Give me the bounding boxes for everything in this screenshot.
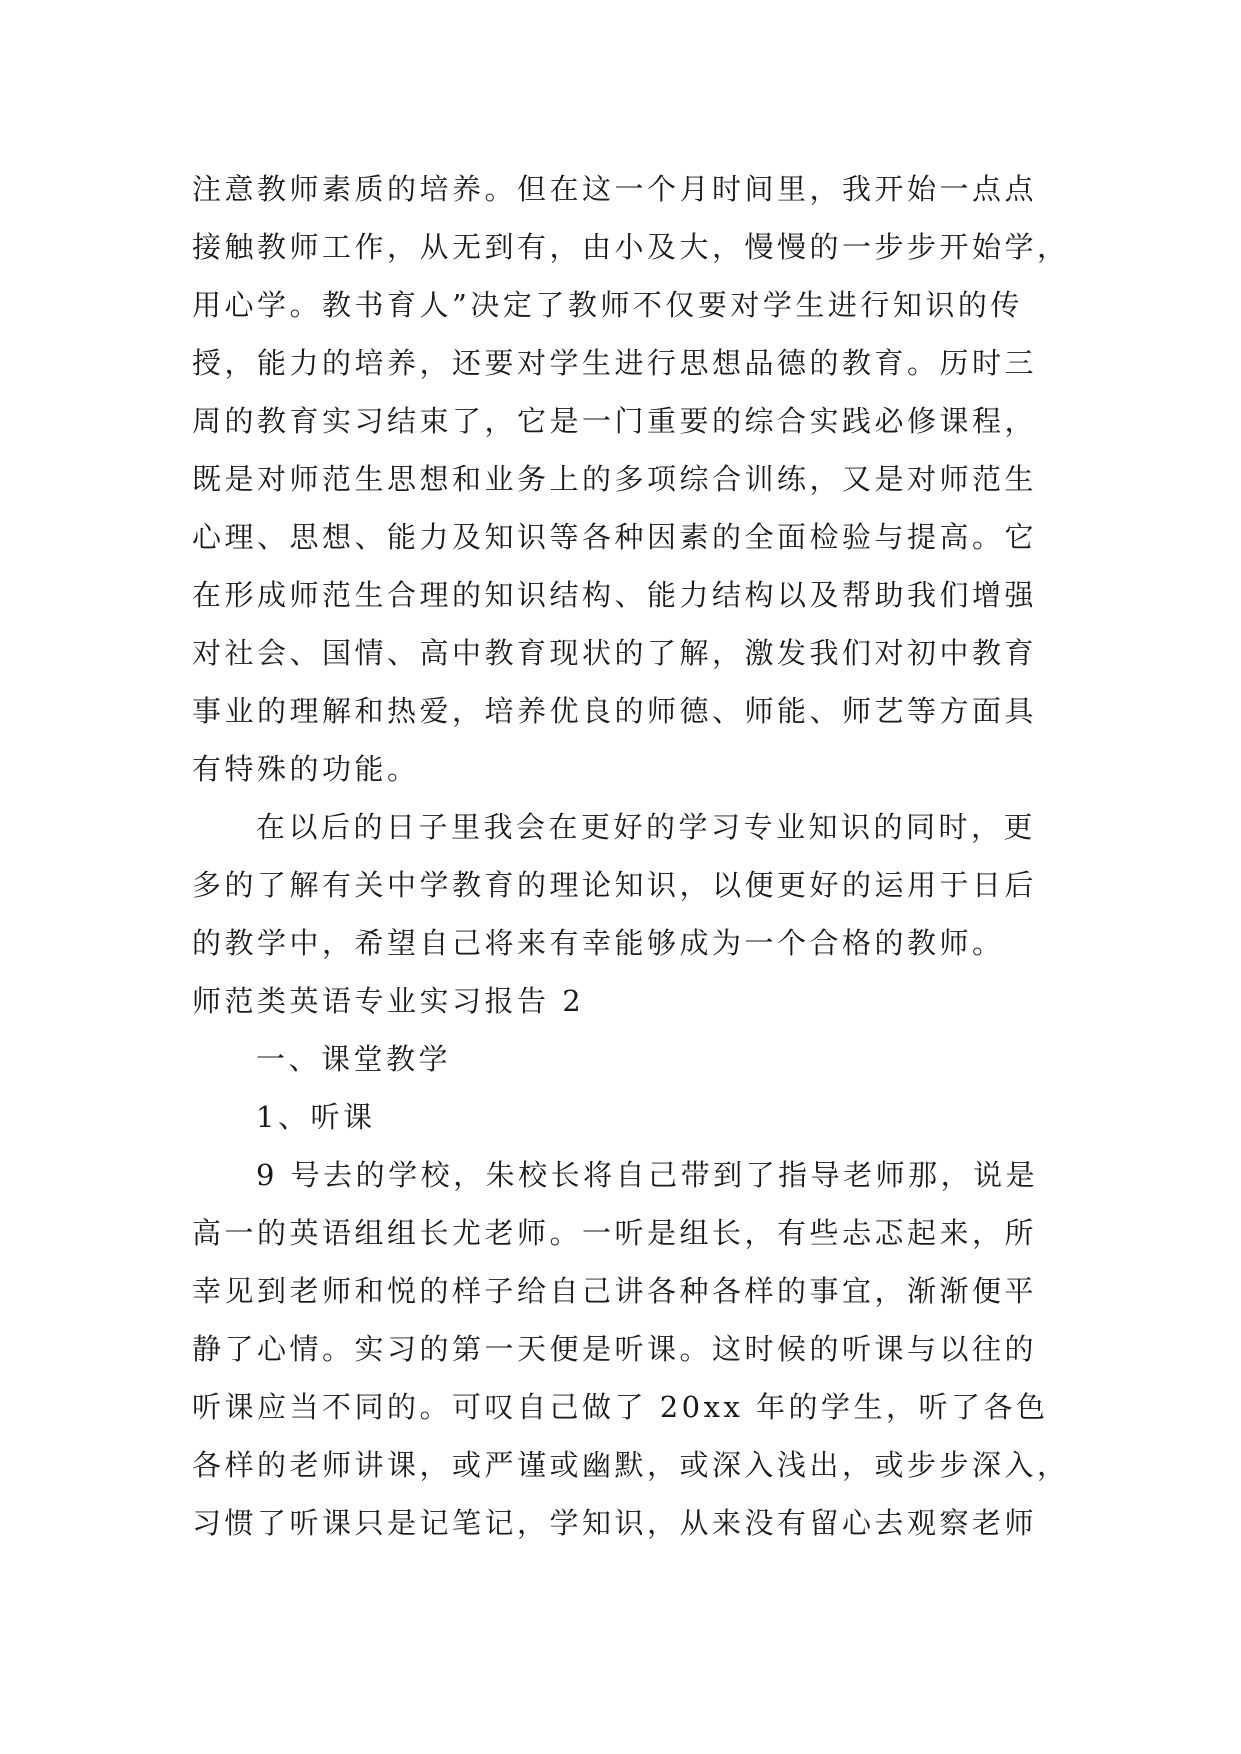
section-title: 师范类英语专业实习报告 2 (192, 984, 585, 1018)
text-line: 在形成师范生合理的知识结构、能力结构以及帮助我们增强 (192, 578, 1038, 612)
document-page (192, 160, 1070, 1552)
text-line: 多的了解有关中学教育的理论知识，以便更好的运用于日后 (192, 868, 1038, 902)
paragraph-start-line: 在以后的日子里我会在更好的学习专业知识的同时，更 (256, 810, 1037, 844)
text-line: 静了心情。实习的第一天便是听课。这时候的听课与以往的 (192, 1332, 1038, 1366)
text-line: 听课应当不同的。可叹自己做了 20xx 年的学生，听了各色 (192, 1390, 1049, 1424)
text-line: 注意教师素质的培养。但在这一个月时间里，我开始一点点 (192, 172, 1038, 206)
paragraph-start-line: 9 号去的学校，朱校长将自己带到了指导老师那，说是 (256, 1158, 1039, 1192)
text-line: 高一的英语组组长尤老师。一听是组长，有些忐忑起来，所 (192, 1216, 1038, 1250)
text-line: 幸见到老师和悦的样子给自己讲各种各样的事宜，渐渐便平 (192, 1274, 1038, 1308)
text-line: 既是对师范生思想和业务上的多项综合训练，又是对师范生 (192, 462, 1038, 496)
text-line: 事业的理解和热爱，培养优良的师德、师能、师艺等方面具 (192, 694, 1038, 728)
subsection-heading: 一、课堂教学 (256, 1042, 452, 1076)
text-line: 用心学。教书育人”决定了教师不仅要对学生进行知识的传 (192, 288, 1023, 322)
text-line: 对社会、国情、高中教育现状的了解，激发我们对初中教育 (192, 636, 1038, 670)
text-line: 的教学中，希望自己将来有幸能够成为一个合格的教师。 (192, 926, 1005, 960)
text-line: 周的教育实习结束了，它是一门重要的综合实践必修课程， (192, 404, 1038, 438)
subsection-heading: 1、听课 (256, 1100, 376, 1134)
text-line: 习惯了听课只是记笔记，学知识，从来没有留心去观察老师 (192, 1506, 1038, 1540)
text-line: 有特殊的功能。 (192, 752, 420, 786)
text-line: 授，能力的培养，还要对学生进行思想品德的教育。历时三 (192, 346, 1038, 380)
text-line: 各样的老师讲课，或严谨或幽默，或深入浅出，或步步深入， (192, 1448, 1070, 1482)
text-line: 接触教师工作，从无到有，由小及大，慢慢的一步步开始学， (192, 230, 1070, 264)
text-line: 心理、思想、能力及知识等各种因素的全面检验与提高。它 (192, 520, 1038, 554)
